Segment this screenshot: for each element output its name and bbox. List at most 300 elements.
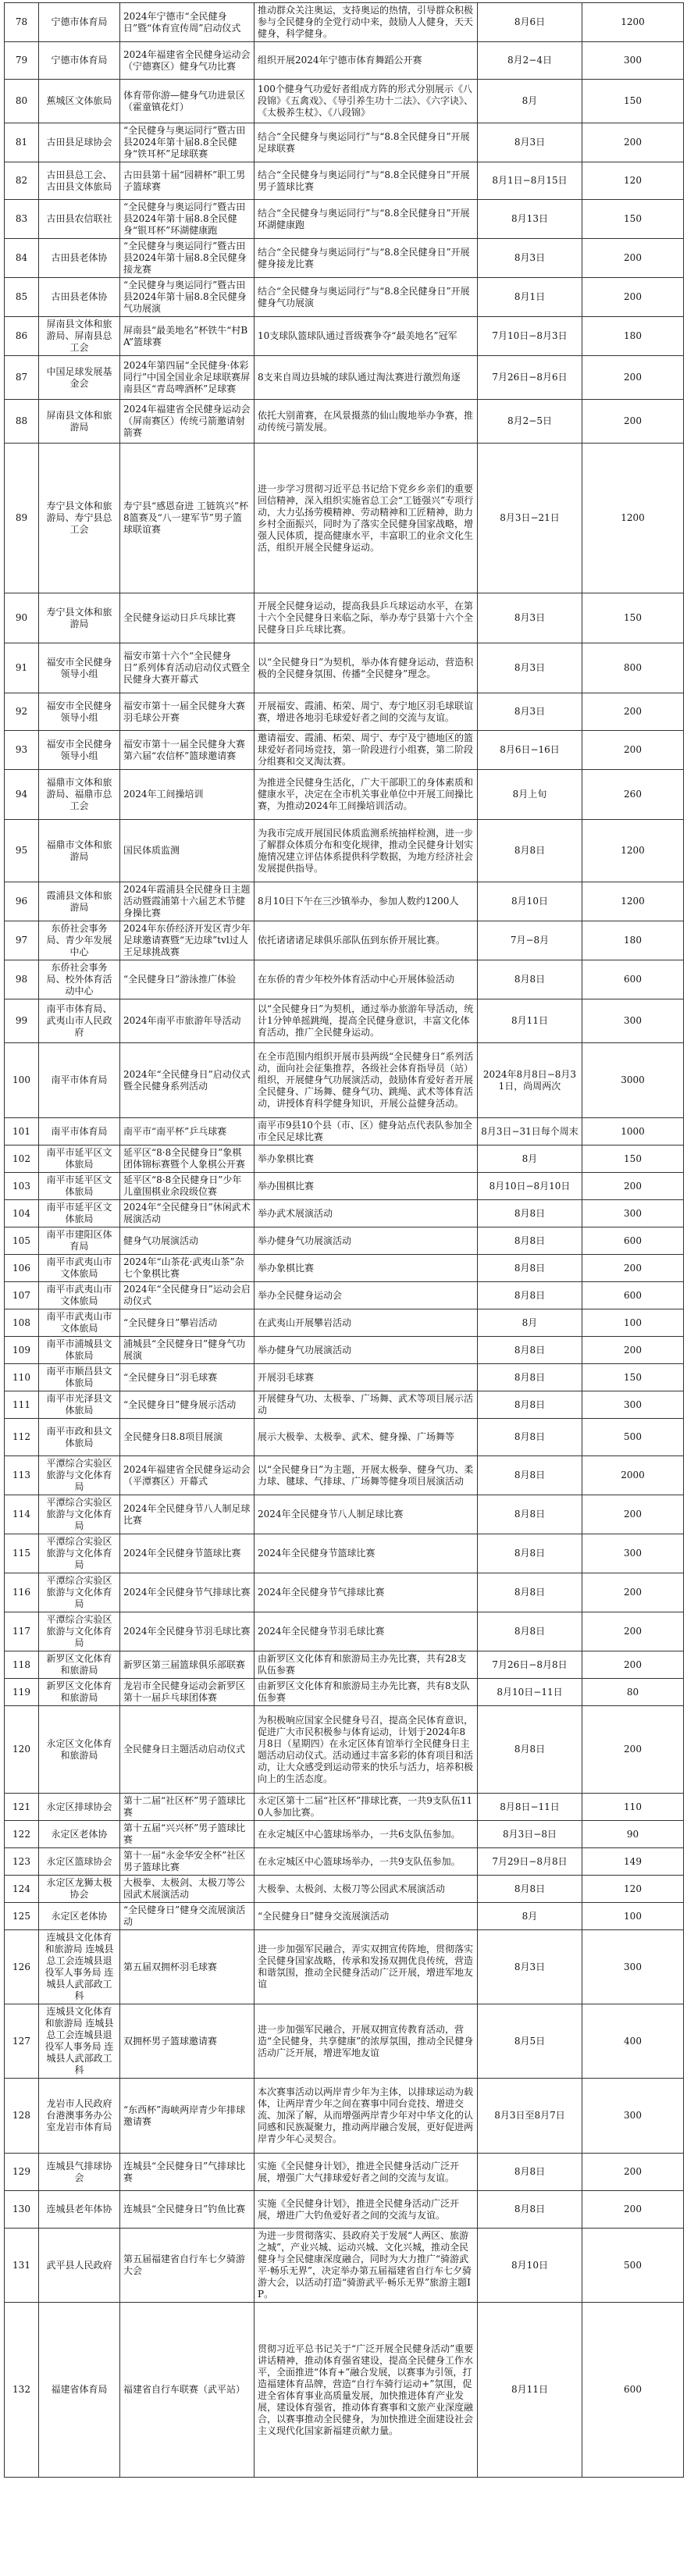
activity-description: 2024年全民健身节气排球比赛: [255, 1573, 478, 1612]
row-number: 99: [5, 999, 39, 1043]
row-number: 93: [5, 731, 39, 770]
row-number: 114: [5, 1495, 39, 1534]
organizer: 平潭综合实验区旅游与文化体育局: [39, 1534, 120, 1573]
organizer: 福安市全民健身领导小组: [39, 693, 120, 731]
participant-count: 150: [582, 1145, 684, 1173]
activity-name: “全民健身与奥运同行”暨古田县2024年第十届8.8全民健身接龙赛: [120, 239, 255, 278]
participant-count: 200: [582, 2154, 684, 2191]
row-number: 96: [5, 882, 39, 921]
table-row: [5, 1794, 684, 1821]
table-row: [5, 1200, 684, 1227]
activity-date: 8月8日: [478, 1706, 582, 1794]
participant-count: 150: [582, 200, 684, 239]
activity-name: 第十一届“永金华安全杯”社区男子篮球比赛: [120, 1848, 255, 1876]
activity-name: 2024年“全民健身日”启动仪式暨全民健身系列活动: [120, 1043, 255, 1118]
table-row: [5, 2154, 684, 2191]
participant-count: 300: [582, 1534, 684, 1573]
activity-date: 8月8日: [478, 1364, 582, 1391]
activity-date: 8月: [478, 80, 582, 123]
activity-name: 新罗区第三届篮球俱乐部联赛: [120, 1651, 255, 1679]
table-row: [5, 1534, 684, 1573]
participant-count: 300: [582, 1200, 684, 1227]
organizer: 南平市建阳区体育局: [39, 1227, 120, 1255]
organizer: 南平市武夷山市文体旅局: [39, 1309, 120, 1337]
activity-description: 组织开展2024年宁德市体育舞蹈公开赛: [255, 42, 478, 80]
activity-name: 第五届双拥杯羽毛球赛: [120, 1930, 255, 2004]
activity-description: 8支来自周边县城的球队通过淘汰赛进行激烈角逐: [255, 356, 478, 400]
activity-name: 双拥杯男子篮球邀请赛: [120, 2004, 255, 2079]
table-row: [5, 593, 684, 643]
activity-date: 8月8日: [478, 1200, 582, 1227]
activity-description: 举办围棋比赛: [255, 1173, 478, 1200]
activity-description: 为推进全民健身生活化，广大干部职工的身体素质和健康水平，决定在全市机关事业单位中开展工间操比赛，为推动2024年工间操培训活动。: [255, 770, 478, 820]
row-number: 90: [5, 593, 39, 643]
participant-count: 300: [582, 1391, 684, 1419]
organizer: 武平县人民政府: [39, 2229, 120, 2303]
activity-description: 在全市范围内组织开展市县两级“全民健身日”系列活动，面向社会征集推荐，各级社会体育指导员（站）组织，开展健身气功展演活动，鼓励体育爱好者开展全民健身、广场舞、健身气功、跳绳、武术等体育活动，讲授体育科学健身知识，开展公益健身活动。: [255, 1043, 478, 1118]
activity-description: 以“全民健身日”为契机，举办体育健身运动，营造积极的全民健身氛围、传播“全民健身”理念。: [255, 643, 478, 693]
organizer: 南平市光泽县文体旅局: [39, 1391, 120, 1419]
row-number: 91: [5, 643, 39, 693]
row-number: 107: [5, 1282, 39, 1309]
organizer: 永定区排球协会: [39, 1794, 120, 1821]
activity-name: 2024年福建省全民健身运动会（平潭赛区）开幕式: [120, 1456, 255, 1495]
activity-name: 2024年工间操培训: [120, 770, 255, 820]
activity-date: 8月8日: [478, 1534, 582, 1573]
row-number: 81: [5, 123, 39, 162]
organizer: 南平市体育局、武夷山市人民政府: [39, 999, 120, 1043]
participant-count: 200: [582, 731, 684, 770]
participant-count: 500: [582, 2229, 684, 2303]
organizer: 平潭综合实验区旅游与文化体育局: [39, 1612, 120, 1651]
participant-count: 200: [582, 2191, 684, 2229]
activity-date: 8月13日: [478, 200, 582, 239]
activity-date: 8月3日至8月7日: [478, 2079, 582, 2154]
participant-count: 600: [582, 960, 684, 999]
participant-count: 150: [582, 80, 684, 123]
row-number: 95: [5, 820, 39, 882]
activity-description: 开展全民健身运动，提高我县乒乓球运动水平，在第十六个全民健身日来临之际，举办寿宁县第十六个全民健身日乒乓球比赛。: [255, 593, 478, 643]
row-number: 94: [5, 770, 39, 820]
organizer: 连城县气排球协会: [39, 2154, 120, 2191]
activity-name: 2024年第四届“全民健身·体彩同行”中国全国业余足球联赛屏南县区“青岛啤酒杯”足球赛: [120, 356, 255, 400]
participant-count: 80: [582, 1679, 684, 1706]
organizer: 平潭综合实验区旅游与文化体育局: [39, 1456, 120, 1495]
activity-date: 8月8日: [478, 1456, 582, 1495]
participant-count: 300: [582, 42, 684, 80]
activity-date: 7月26日−8月8日: [478, 1651, 582, 1679]
activity-description: 8月10日下午在三沙镇举办，参加人数约1200人: [255, 882, 478, 921]
activity-name: 健身气功展演活动: [120, 1227, 255, 1255]
activity-description: 依托大别莆赛，在风景摄蒸的仙山腹地举办争赛，推动传统弓箭发展。: [255, 400, 478, 444]
organizer: 永定区文化体育和旅游局: [39, 1706, 120, 1794]
row-number: 98: [5, 960, 39, 999]
participant-count: 100: [582, 1309, 684, 1337]
organizer: 古田县老体协: [39, 278, 120, 317]
activity-description: 实施《全民健身计划》，推进全民健身活动广泛开展，增进广大钓鱼爱好者之间的交流与友谊。: [255, 2191, 478, 2229]
organizer: 宁德市体育局: [39, 42, 120, 80]
activity-name: 体育带你游—健身气功进景区（霍童镇花灯）: [120, 80, 255, 123]
table-row: [5, 1706, 684, 1794]
table-row: [5, 1255, 684, 1282]
activity-date: 8月3日: [478, 123, 582, 162]
activity-description: 进一步学习贯彻习近平总书记给下党乡乡亲们的重要回信精神，深入组织实施省总工会“工链强兴”专项行动，大力弘扬劳模精神、劳动精神和工匠精神，助力乡村全面振兴，同时为了落实全民健身国家战略，增强人民体质，提高健康水平，丰富职工的业余文化生活，组织开展全民健身运动。: [255, 444, 478, 593]
table-row: [5, 1282, 684, 1309]
activity-description: 展示大极拳、太极拳、武术、健身操、广场舞等: [255, 1419, 478, 1456]
row-number: 116: [5, 1573, 39, 1612]
activity-description: 以“全民健身日”为主题，开展太极拳、健身气功、柔力球、毽球、气排球、广场舞等健身项目展演活动: [255, 1456, 478, 1495]
activity-name: 2024年“全民健身日”运动会启动仪式: [120, 1282, 255, 1309]
table-row: [5, 770, 684, 820]
activity-date: 8月上旬: [478, 770, 582, 820]
row-number: 123: [5, 1848, 39, 1876]
activity-date: 8月8日: [478, 1573, 582, 1612]
activity-date: 8月3日: [478, 239, 582, 278]
participant-count: 260: [582, 770, 684, 820]
row-number: 108: [5, 1309, 39, 1337]
activity-description: 举办象棋比赛: [255, 1145, 478, 1173]
activity-name: 龙岩市全民健身运动会新罗区第十一届乒乓球团体赛: [120, 1679, 255, 1706]
organizer: 南平市武夷山市文体旅局: [39, 1282, 120, 1309]
activity-description: 开展健身气功、太极拳、广场舞、武术等项目展示活动: [255, 1391, 478, 1419]
table-row: [5, 693, 684, 731]
activity-date: 8月8日: [478, 2191, 582, 2229]
activity-description: 实施《全民健身计划》，推进全民健身活动广泛开展，增强广大气排球爱好者之间的交流与友谊。: [255, 2154, 478, 2191]
organizer: 福鼎市文体和旅游局、福鼎市总工会: [39, 770, 120, 820]
organizer: 古田县足球协会: [39, 123, 120, 162]
participant-count: 1000: [582, 1118, 684, 1145]
participant-count: 600: [582, 1282, 684, 1309]
row-number: 92: [5, 693, 39, 731]
activity-name: “全民健身与奥运同行”暨古田县2024年第十届8.8全民健身“铁耳杯”足球联赛: [120, 123, 255, 162]
activity-description: 为积极响应国家全民健身号召，提高全民体育意识，促进广大市民积极参与体育运动，计划于2024年8月8日（星期四）在永定区体育馆举行全民健身日主题活动启动仪式。活动通过丰富多彩的体育项目和活动，让大众感受到运动带来的快乐与活力，培养积极向上的生活态度。: [255, 1706, 478, 1794]
organizer: 福安市全民健身领导小组: [39, 731, 120, 770]
activity-name: 2024年福建省全民健身运动会（屏南赛区）传统弓箭邀请射箭赛: [120, 400, 255, 444]
activity-date: 8月10日−8月10日: [478, 1173, 582, 1200]
table-row: [5, 1930, 684, 2004]
activity-name: 2024年东侨经济开发区青少年足球邀请赛暨“无边球”tvl过人王足球挑战赛: [120, 921, 255, 960]
activity-date: 8月3日−21日: [478, 444, 582, 593]
organizer: 南平市体育局: [39, 1043, 120, 1118]
activity-date: 8月5日: [478, 2004, 582, 2079]
table-row: [5, 278, 684, 317]
row-number: 88: [5, 400, 39, 444]
table-row: [5, 42, 684, 80]
activity-description: 在永定城区中心篮球场举办，一共9支队伍参加。: [255, 1848, 478, 1876]
activity-name: “东西杯”海峡两岸青少年排球邀请赛: [120, 2079, 255, 2154]
row-number: 106: [5, 1255, 39, 1282]
organizer: 古田县总工会、古田县文体旅局: [39, 162, 120, 200]
participant-count: 200: [582, 239, 684, 278]
activity-date: 8月3日: [478, 593, 582, 643]
row-number: 87: [5, 356, 39, 400]
organizer: 南平市浦城县文体旅局: [39, 1337, 120, 1364]
activity-date: 8月3日−8日: [478, 1821, 582, 1848]
activity-description: 举办全民健身运动会: [255, 1282, 478, 1309]
row-number: 97: [5, 921, 39, 960]
table-row: [5, 80, 684, 123]
table-row: [5, 1876, 684, 1903]
table-row: [5, 1679, 684, 1706]
table-row: [5, 2004, 684, 2079]
activity-description: 结合“全民健身与奥运同行”与“8.8全民健身日”开展健身接龙比赛: [255, 239, 478, 278]
organizer: 南平市延平区文体旅局: [39, 1200, 120, 1227]
table-row: [5, 1145, 684, 1173]
activity-name: 第十二届“社区杯”男子篮球比赛: [120, 1794, 255, 1821]
participant-count: 200: [582, 1706, 684, 1794]
organizer: 南平市体育局: [39, 1118, 120, 1145]
activity-date: 8月8日: [478, 1282, 582, 1309]
activity-description: 举办健身气功展演活动: [255, 1227, 478, 1255]
row-number: 79: [5, 42, 39, 80]
table-row: [5, 317, 684, 356]
activity-description: 大极拳、太极剑、太极刀等公园武术展演活动: [255, 1876, 478, 1903]
row-number: 80: [5, 80, 39, 123]
participant-count: 600: [582, 1227, 684, 1255]
organizer: 连城县老年体协: [39, 2191, 120, 2229]
participant-count: 150: [582, 1364, 684, 1391]
activity-description: 结合“全民健身与奥运同行”与“8.8全民健身日”开展男子篮球比赛: [255, 162, 478, 200]
activity-description: 开展福安、霞浦、柘荣、周宁、寿宁地区羽毛球联谊赛，增进各地羽毛球爱好者之间的交流与友谊。: [255, 693, 478, 731]
activity-name: 大极拳、太极剑、太极刀等公园武术展演活动: [120, 1876, 255, 1903]
organizer: 霞浦县文体和旅游局: [39, 882, 120, 921]
row-number: 126: [5, 1930, 39, 2004]
organizer: 蕉城区文体旅局: [39, 80, 120, 123]
row-number: 102: [5, 1145, 39, 1173]
activity-date: 8月: [478, 1903, 582, 1930]
activity-date: 8月8日: [478, 820, 582, 882]
activity-date: 8月10日−11日: [478, 1679, 582, 1706]
organizer: 永定区篮球协会: [39, 1848, 120, 1876]
activity-description: 贯彻习近平总书记关于“广泛开展全民健身活动”重要讲话精神，推动体育强省建设，提高全民健身工作水平，全面推进“体育+”融合发展，以赛事为引领，打造福建体育品牌，营造“自行车骑行运动+”氛围，促进全省体育事业高质量发展，加快推进体育产业发展，建设体育强省，推动体育赛事和文旅产业深度融合，以赛事推动全民健身，为加快推进全面建设社会主义现代化国家新福建贡献力量。: [255, 2303, 478, 2478]
table-row: [5, 3, 684, 42]
participant-count: 120: [582, 1876, 684, 1903]
activity-description: 永定区第十二届“社区杯”排球比赛，一共9支队伍110人参加比赛。: [255, 1794, 478, 1821]
activity-description: 依托诸诸诸足球俱乐部队伍到东侨开展比赛。: [255, 921, 478, 960]
activity-date: 8月8日: [478, 1337, 582, 1364]
table-row: [5, 1391, 684, 1419]
row-number: 124: [5, 1876, 39, 1903]
row-number: 84: [5, 239, 39, 278]
activity-date: 8月8日: [478, 1227, 582, 1255]
organizer: 宁德市体育局: [39, 3, 120, 42]
participant-count: 150: [582, 593, 684, 643]
participant-count: 3000: [582, 1043, 684, 1118]
activity-description: 开展羽毛球赛: [255, 1364, 478, 1391]
organizer: 东侨社会事务局、校外体育活动中心: [39, 960, 120, 999]
participant-count: 600: [582, 2303, 684, 2478]
table-row: [5, 1821, 684, 1848]
table-row: [5, 731, 684, 770]
participant-count: 1200: [582, 820, 684, 882]
table-row: [5, 921, 684, 960]
organizer: 东侨社会事务局、青少年发展中心: [39, 921, 120, 960]
organizer: 寿宁县文体和旅游局: [39, 593, 120, 643]
row-number: 128: [5, 2079, 39, 2154]
activity-description: 在东侨的青少年校外体育活动中心开展体验活动: [255, 960, 478, 999]
row-number: 110: [5, 1364, 39, 1391]
activity-description: 南平市9县10个县（市、区）健身站点代表队参加全市全民足球比赛: [255, 1118, 478, 1145]
activity-date: 8月: [478, 1145, 582, 1173]
participant-count: 300: [582, 999, 684, 1043]
participant-count: 110: [582, 1794, 684, 1821]
activity-date: 8月8日: [478, 1391, 582, 1419]
activity-date: 8月1日: [478, 278, 582, 317]
organizer: 新罗区文化体育和旅游局: [39, 1651, 120, 1679]
table-row: [5, 643, 684, 693]
participant-count: 1200: [582, 444, 684, 593]
activity-description: “全民健身日”健身交流展演活动: [255, 1903, 478, 1930]
table-row: [5, 200, 684, 239]
activity-description: 进一步加强军民融合，开展双拥宣传教育活动，营造“全民健身，共享健康”的浓厚氛围，推动全民健身活动广泛开展，增进军地友谊: [255, 2004, 478, 2079]
activity-description: 2024年全民健身节羽毛球比赛: [255, 1612, 478, 1651]
table-row: [5, 820, 684, 882]
table-row: [5, 2229, 684, 2303]
table-row: [5, 1419, 684, 1456]
activity-date: 8月8日: [478, 960, 582, 999]
activity-date: 8月3日: [478, 643, 582, 693]
activity-date: 8月8日: [478, 2154, 582, 2191]
participant-count: 300: [582, 1930, 684, 2004]
table-row: [5, 356, 684, 400]
activity-date: 2024年8月8日−8月31日，尚周两次: [478, 1043, 582, 1118]
activity-date: 8月2−4日: [478, 42, 582, 80]
table-row: [5, 1337, 684, 1364]
row-number: 89: [5, 444, 39, 593]
participant-count: 200: [582, 1337, 684, 1364]
row-number: 104: [5, 1200, 39, 1227]
activity-date: 8月8日: [478, 1876, 582, 1903]
row-number: 122: [5, 1821, 39, 1848]
organizer: 福安市全民健身领导小组: [39, 643, 120, 693]
organizer: 古田县老体协: [39, 239, 120, 278]
participant-count: 300: [582, 2079, 684, 2154]
table-row: [5, 1364, 684, 1391]
table-row: [5, 882, 684, 921]
table-row: [5, 239, 684, 278]
organizer: 福鼎市文体和旅游局: [39, 820, 120, 882]
activity-name: 2024年全民健身节羽毛球比赛: [120, 1612, 255, 1651]
activity-name: 古田县第十届“园耕杯”职工男子篮球赛: [120, 162, 255, 200]
table-row: [5, 123, 684, 162]
activity-name: “全民健身日”羽毛球赛: [120, 1364, 255, 1391]
activity-table: [4, 2, 684, 2478]
activity-date: 8月11日: [478, 999, 582, 1043]
table-body: [5, 3, 684, 2478]
activity-description: 举办象棋比赛: [255, 1255, 478, 1282]
activity-name: 全民健身日主题活动启动仪式: [120, 1706, 255, 1794]
row-number: 129: [5, 2154, 39, 2191]
organizer: 南平市政和县文体旅局: [39, 1419, 120, 1456]
row-number: 112: [5, 1419, 39, 1456]
row-number: 83: [5, 200, 39, 239]
table-row: [5, 162, 684, 200]
activity-description: 2024年全民健身节八人制足球比赛: [255, 1495, 478, 1534]
activity-name: “全民健身日”健身展示活动: [120, 1391, 255, 1419]
organizer: 龙岩市人民政府台港澳事务办公室龙岩市体育局: [39, 2079, 120, 2154]
activity-description: 结合“全民健身与奥运同行”与“8.8全民健身日”开展环湖健康跑: [255, 200, 478, 239]
table-row: [5, 1173, 684, 1200]
activity-description: 邀请福安、霞浦、柘荣、周宁、寿宁及宁德地区的篮球爱好者同场竞技，第一阶段进行小组赛，第二阶段分组赛和交叉淘汰赛。: [255, 731, 478, 770]
organizer: 南平市顺昌县文体旅局: [39, 1364, 120, 1391]
row-number: 86: [5, 317, 39, 356]
table-row: [5, 2191, 684, 2229]
activity-description: 结合“全民健身与奥运同行”与“8.8全民健身日”开展健身气功展演: [255, 278, 478, 317]
activity-date: 7月29日−8月8日: [478, 1848, 582, 1876]
activity-description: 举办武术展演活动: [255, 1200, 478, 1227]
activity-name: “全民健身日”健身交流展演活动: [120, 1903, 255, 1930]
activity-date: 8月8日: [478, 1255, 582, 1282]
row-number: 85: [5, 278, 39, 317]
activity-name: 2024年南平市旅游年导活动: [120, 999, 255, 1043]
row-number: 130: [5, 2191, 39, 2229]
row-number: 103: [5, 1173, 39, 1200]
activity-name: 2024年宁德市“全民健身日”暨“体育宣传周”启动仪式: [120, 3, 255, 42]
table-row: [5, 1651, 684, 1679]
row-number: 127: [5, 2004, 39, 2079]
activity-name: 第五届福建省自行车七夕骑游大会: [120, 2229, 255, 2303]
activity-date: 8月8日: [478, 1419, 582, 1456]
activity-description: 由新罗区文化体育和旅游局主办先比赛，共有8支队伍参赛: [255, 1679, 478, 1706]
activity-name: 屏南县“最美地名”杯铁牛“村BA”篮球赛: [120, 317, 255, 356]
organizer: 新罗区文化体育和旅游局: [39, 1679, 120, 1706]
participant-count: 500: [582, 1419, 684, 1456]
activity-description: 在永定城区中心篮球场举办，一共6支队伍参加。: [255, 1821, 478, 1848]
organizer: 南平市武夷山市文体旅局: [39, 1255, 120, 1282]
activity-date: 8月10日: [478, 2229, 582, 2303]
activity-date: 8月3日: [478, 1930, 582, 2004]
activity-date: 7月26日−8月6日: [478, 356, 582, 400]
row-number: 131: [5, 2229, 39, 2303]
participant-count: 200: [582, 123, 684, 162]
activity-date: 8月3日: [478, 693, 582, 731]
organizer: 永定区龙狮太极协会: [39, 1876, 120, 1903]
table-row: [5, 1903, 684, 1930]
table-row: [5, 400, 684, 444]
row-number: 100: [5, 1043, 39, 1118]
participant-count: 100: [582, 1903, 684, 1930]
activity-name: 2024年福建省全民健身运动会（宁德赛区）健身气功比赛: [120, 42, 255, 80]
organizer: 平潭综合实验区旅游与文化体育局: [39, 1495, 120, 1534]
participant-count: 90: [582, 1821, 684, 1848]
activity-name: 福建省自行车联赛（武平站）: [120, 2303, 255, 2478]
participant-count: 120: [582, 162, 684, 200]
activity-name: “全民健身与奥运同行”暨古田县2024年第十届8.8全民健身“银耳杯”环湖健康跑: [120, 200, 255, 239]
activity-name: 寿宁县“感恩奋进 工链筑兴”杯8篮赛及“八一建军节”男子篮球联谊赛: [120, 444, 255, 593]
activity-name: 全民健身运动日乒乓球比赛: [120, 593, 255, 643]
activity-date: 8月11日: [478, 2303, 582, 2478]
participant-count: 149: [582, 1848, 684, 1876]
activity-date: 8月: [478, 1309, 582, 1337]
row-number: 132: [5, 2303, 39, 2478]
participant-count: 200: [582, 400, 684, 444]
table-row: [5, 1456, 684, 1495]
organizer: 寿宁县文体和旅游局、寿宁县总工会: [39, 444, 120, 593]
activity-name: 2024年全民健身节八人制足球比赛: [120, 1495, 255, 1534]
activity-date: 8月6日−16日: [478, 731, 582, 770]
activity-name: “全民健身日”攀岩活动: [120, 1309, 255, 1337]
activity-description: 100个健身气功爱好者组成方阵的形式分别展示《八段锦》《五禽戏》、《导引养生功十二法》、《六字诀》、《太极养生杖》、《八段锦》: [255, 80, 478, 123]
row-number: 105: [5, 1227, 39, 1255]
organizer: 屏南县文体和旅游局: [39, 400, 120, 444]
organizer: 古田县农信联社: [39, 200, 120, 239]
organizer: 南平市延平区文体旅局: [39, 1145, 120, 1173]
activity-name: 2024年“全民健身日”休闲武术展演活动: [120, 1200, 255, 1227]
participant-count: 200: [582, 1173, 684, 1200]
organizer: 中国足球发展基金会: [39, 356, 120, 400]
row-number: 101: [5, 1118, 39, 1145]
organizer: 永定区老体协: [39, 1821, 120, 1848]
